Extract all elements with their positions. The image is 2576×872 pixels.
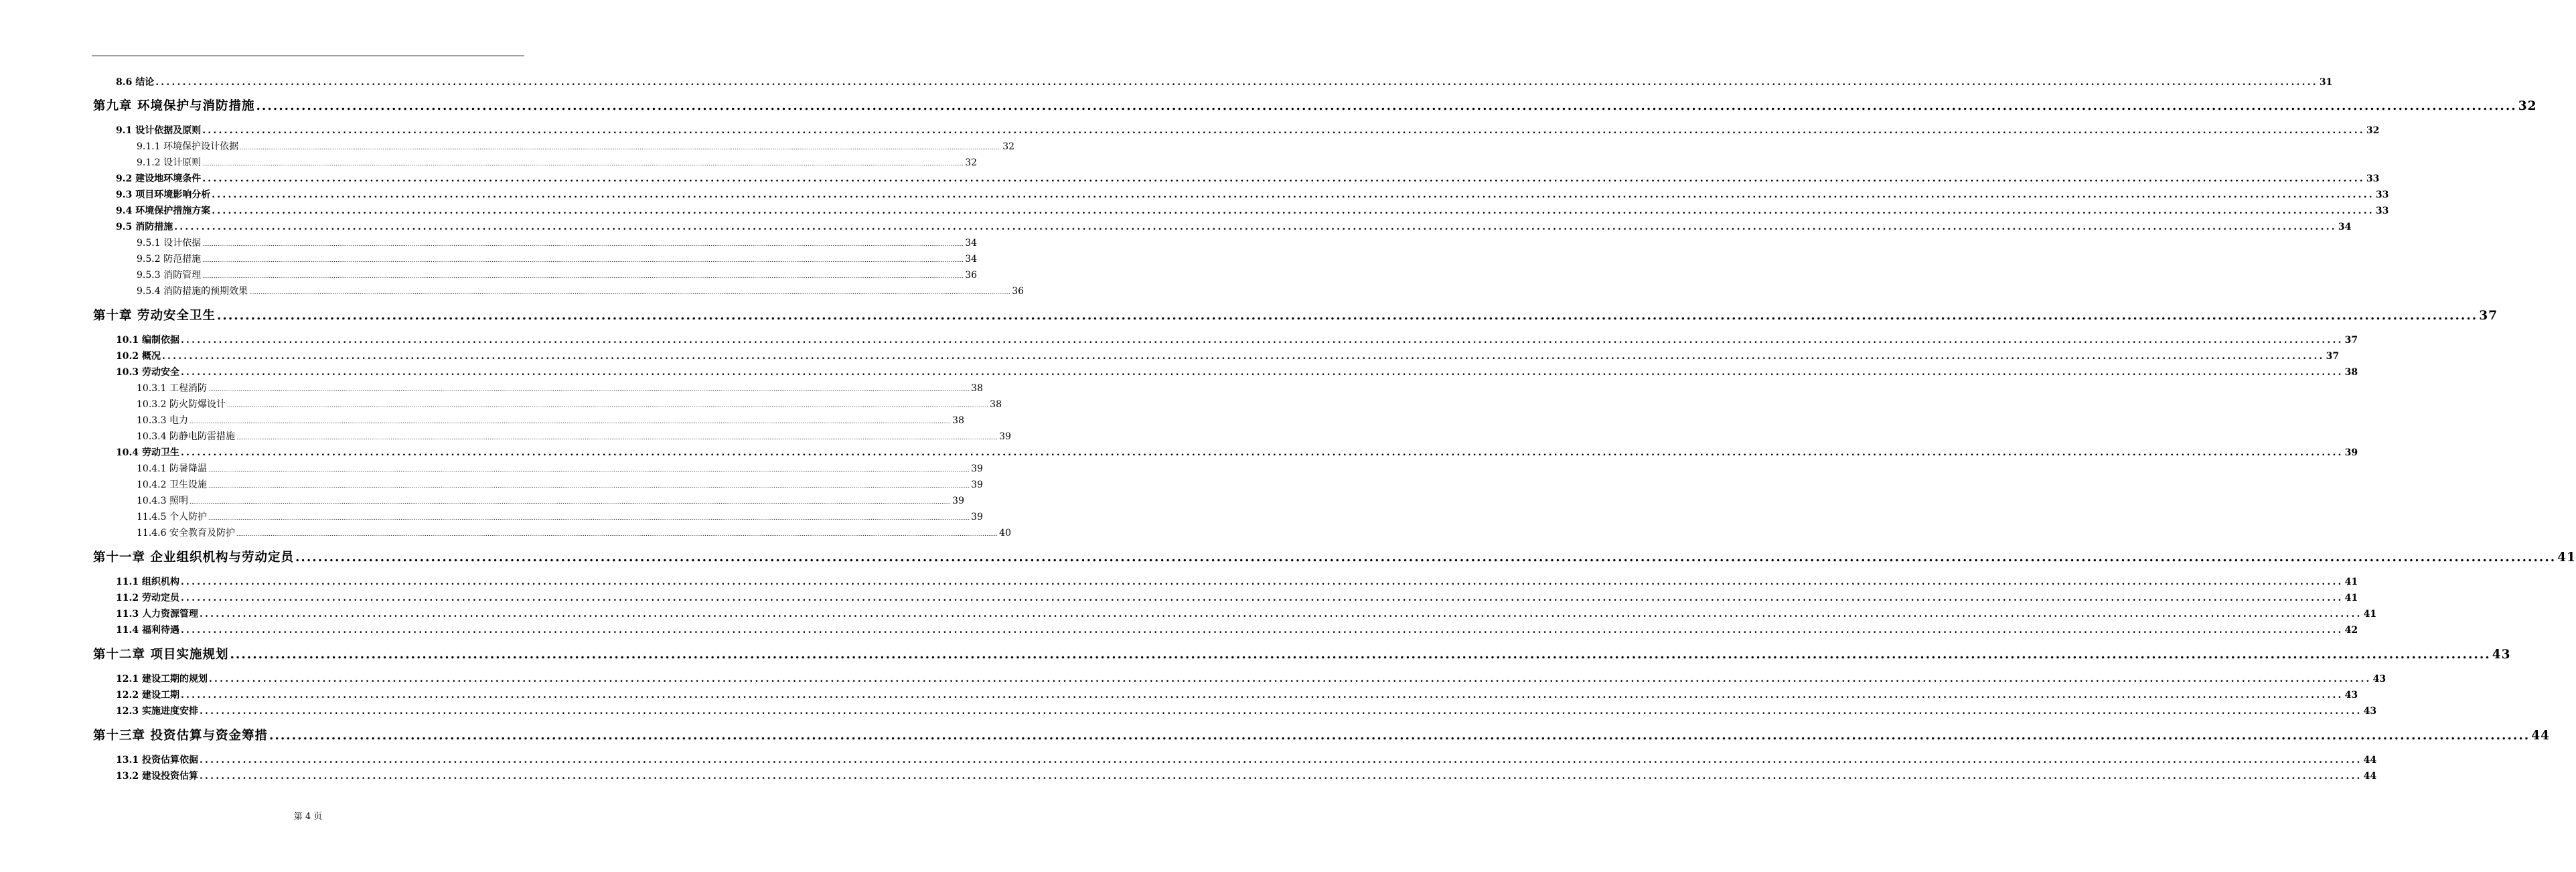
toc-leader-dots: ................................................................................................................................................................................................................................................................................................................................................................................................................ bbox=[226, 403, 989, 409]
toc-entry-page: 33 bbox=[2366, 173, 2380, 185]
toc-section-entry[interactable] bbox=[116, 220, 2352, 233]
toc-entry-page: 34 bbox=[965, 238, 978, 249]
toc-entry-title: 13.1 投资估算依据 bbox=[116, 755, 198, 766]
toc-entry-title: 12.3 实施进度安排 bbox=[116, 706, 198, 717]
toc-entry-page: 34 bbox=[965, 254, 978, 265]
toc-entry-page: 44 bbox=[2363, 755, 2377, 766]
toc-entry-title: 9.4 环境保护措施方案 bbox=[116, 206, 211, 217]
toc-chapter-entry[interactable] bbox=[93, 645, 2511, 662]
toc-entry-title: 第十三章 投资估算与资金筹措 bbox=[93, 729, 268, 743]
toc-leader-dots: ................................................................................................................................................................................................................................................................................................................................................................................................................ bbox=[199, 609, 2362, 620]
toc-entry-title: 9.5.4 消防措施的预期效果 bbox=[137, 286, 248, 297]
toc-leader-dots: ................................................................................................................................................................................................................................................................................................................................................................................................................ bbox=[256, 99, 2517, 114]
toc-entry-title: 9.1.2 设计原则 bbox=[137, 157, 202, 169]
toc-entry-title: 11.3 人力资源管理 bbox=[116, 609, 198, 620]
toc-entry-page: 36 bbox=[1012, 286, 1025, 297]
toc-leader-dots: ................................................................................................................................................................................................................................................................................................................................................................................................................ bbox=[199, 706, 2362, 717]
toc-leader-dots: ................................................................................................................................................................................................................................................................................................................................................................................................................ bbox=[174, 222, 2337, 233]
toc-entry-page: 39 bbox=[971, 480, 983, 491]
toc-leader-dots: ................................................................................................................................................................................................................................................................................................................................................................................................................ bbox=[249, 289, 1011, 296]
toc-entry-title: 10.3.4 防静电防雷措施 bbox=[137, 431, 235, 443]
toc-entry-title: 11.2 劳动定员 bbox=[116, 593, 179, 604]
toc-section-entry[interactable] bbox=[116, 575, 2358, 588]
toc-subsection-entry[interactable] bbox=[137, 413, 964, 427]
toc-subsection-entry[interactable] bbox=[137, 494, 964, 507]
toc-entry-title: 10.4.3 照明 bbox=[137, 496, 188, 507]
toc-leader-dots: ................................................................................................................................................................................................................................................................................................................................................................................................................ bbox=[155, 77, 2318, 88]
toc-entry-page: 32 bbox=[1002, 141, 1015, 153]
toc-entry-title: 8.6 结论 bbox=[116, 77, 155, 88]
toc-entry-page: 37 bbox=[2326, 351, 2340, 362]
toc-entry-title: 10.3.1 工程消防 bbox=[137, 383, 207, 394]
toc-section-entry[interactable] bbox=[116, 445, 2358, 459]
toc-entry-page: 41 bbox=[2344, 593, 2358, 604]
toc-entry-page: 37 bbox=[2479, 309, 2498, 323]
toc-entry-page: 33 bbox=[2375, 206, 2389, 217]
toc-entry-title: 11.4.5 个人防护 bbox=[137, 512, 207, 523]
toc-leader-dots: ................................................................................................................................................................................................................................................................................................................................................................................................................ bbox=[202, 241, 964, 248]
toc-section-entry[interactable] bbox=[116, 753, 2377, 766]
toc-entry-title: 9.3 项目环境影响分析 bbox=[116, 190, 211, 201]
toc-section-entry[interactable] bbox=[116, 704, 2377, 717]
toc-entry-title: 9.1 设计依据及原则 bbox=[116, 125, 202, 137]
toc-entry-title: 10.3.2 防火防爆设计 bbox=[137, 399, 226, 411]
toc-section-entry[interactable] bbox=[116, 688, 2358, 701]
toc-entry-title: 11.4.6 安全教育及防护 bbox=[137, 528, 235, 539]
toc-entry-page: 41 bbox=[2344, 577, 2358, 588]
toc-section-entry[interactable] bbox=[116, 607, 2377, 620]
toc-leader-dots: ................................................................................................................................................................................................................................................................................................................................................................................................................ bbox=[180, 367, 2344, 378]
toc-subsection-entry[interactable] bbox=[137, 510, 983, 523]
toc-entry-title: 第十二章 项目实施规划 bbox=[93, 648, 229, 662]
toc-leader-dots: ................................................................................................................................................................................................................................................................................................................................................................................................................ bbox=[208, 467, 970, 474]
toc-section-entry[interactable] bbox=[116, 623, 2358, 636]
toc-leader-dots: ................................................................................................................................................................................................................................................................................................................................................................................................................ bbox=[236, 531, 998, 538]
toc-section-entry[interactable] bbox=[116, 333, 2358, 346]
toc-entry-title: 11.1 组织机构 bbox=[116, 577, 179, 588]
toc-entry-title: 12.1 建设工期的规划 bbox=[116, 674, 208, 685]
toc-entry-page: 39 bbox=[971, 463, 983, 475]
toc-leader-dots: ................................................................................................................................................................................................................................................................................................................................................................................................................ bbox=[180, 577, 2344, 588]
toc-subsection-entry[interactable] bbox=[137, 139, 1015, 153]
toc-entry-title: 13.2 建设投资估算 bbox=[116, 771, 198, 782]
toc-entry-title: 10.4.2 卫生设施 bbox=[137, 480, 207, 491]
toc-entry-title: 10.4.1 防暑降温 bbox=[137, 463, 207, 475]
toc-entry-title: 9.5.2 防范措施 bbox=[137, 254, 202, 265]
toc-entry-title: 9.5.3 消防管理 bbox=[137, 270, 202, 281]
toc-leader-dots: ................................................................................................................................................................................................................................................................................................................................................................................................................ bbox=[199, 771, 2362, 782]
toc-leader-dots: ................................................................................................................................................................................................................................................................................................................................................................................................................ bbox=[199, 755, 2362, 766]
toc-section-entry[interactable] bbox=[116, 769, 2377, 782]
toc-subsection-entry[interactable] bbox=[137, 236, 978, 249]
toc-leader-dots: ................................................................................................................................................................................................................................................................................................................................................................................................................ bbox=[208, 515, 970, 522]
toc-entry-page: 38 bbox=[990, 399, 1002, 411]
toc-entry-page: 41 bbox=[2363, 609, 2377, 620]
toc-entry-title: 9.5.1 设计依据 bbox=[137, 238, 202, 249]
toc-leader-dots: ................................................................................................................................................................................................................................................................................................................................................................................................................ bbox=[236, 435, 998, 441]
toc-entry-page: 38 bbox=[971, 383, 983, 394]
toc-entry-title: 10.3 劳动安全 bbox=[116, 367, 179, 378]
toc-leader-dots: ................................................................................................................................................................................................................................................................................................................................................................................................................ bbox=[180, 335, 2344, 346]
toc-section-entry[interactable] bbox=[116, 204, 2389, 217]
toc-leader-dots: ................................................................................................................................................................................................................................................................................................................................................................................................................ bbox=[180, 625, 2344, 636]
toc-entry-page: 40 bbox=[999, 528, 1011, 539]
toc-leader-dots: ................................................................................................................................................................................................................................................................................................................................................................................................................ bbox=[269, 729, 2530, 743]
toc-leader-dots: ................................................................................................................................................................................................................................................................................................................................................................................................................ bbox=[180, 690, 2344, 701]
toc-leader-dots: ................................................................................................................................................................................................................................................................................................................................................................................................................ bbox=[202, 257, 964, 264]
toc-leader-dots: ................................................................................................................................................................................................................................................................................................................................................................................................................ bbox=[202, 161, 964, 167]
toc-subsection-entry[interactable] bbox=[137, 429, 1011, 443]
toc-entry-title: 10.4 劳动卫生 bbox=[116, 447, 179, 459]
toc-leader-dots: ................................................................................................................................................................................................................................................................................................................................................................................................................ bbox=[180, 593, 2344, 604]
toc-leader-dots: ................................................................................................................................................................................................................................................................................................................................................................................................................ bbox=[189, 499, 952, 506]
toc-entry-title: 12.2 建设工期 bbox=[116, 690, 179, 701]
toc-leader-dots: ................................................................................................................................................................................................................................................................................................................................................................................................................ bbox=[208, 386, 970, 393]
toc-subsection-entry[interactable] bbox=[137, 284, 1025, 297]
toc-entry-page: 41 bbox=[2557, 551, 2576, 565]
toc-entry-title: 第九章 环境保护与消防措施 bbox=[93, 99, 255, 114]
toc-entry-title: 第十一章 企业组织机构与劳动定员 bbox=[93, 551, 294, 565]
toc-leader-dots: ................................................................................................................................................................................................................................................................................................................................................................................................................ bbox=[216, 309, 2478, 323]
toc-entry-page: 43 bbox=[2363, 706, 2377, 717]
toc-entry-title: 9.5 消防措施 bbox=[116, 222, 173, 233]
toc-subsection-entry[interactable] bbox=[137, 526, 1011, 539]
toc-section-entry[interactable] bbox=[116, 123, 2380, 137]
toc-leader-dots: ................................................................................................................................................................................................................................................................................................................................................................................................................ bbox=[180, 447, 2344, 459]
toc-section-entry[interactable] bbox=[116, 171, 2380, 185]
toc-leader-dots: ................................................................................................................................................................................................................................................................................................................................................................................................................ bbox=[230, 648, 2491, 662]
toc-entry-page: 39 bbox=[952, 496, 964, 507]
toc-chapter-entry[interactable] bbox=[93, 306, 2498, 323]
toc-leader-dots: ................................................................................................................................................................................................................................................................................................................................................................................................................ bbox=[189, 419, 952, 425]
toc-entry-page: 31 bbox=[2319, 77, 2333, 88]
toc-leader-dots: ................................................................................................................................................................................................................................................................................................................................................................................................................ bbox=[202, 273, 964, 280]
toc-section-entry[interactable] bbox=[116, 188, 2389, 201]
toc-entry-title: 9.2 建设地环境条件 bbox=[116, 173, 202, 185]
toc-section-entry[interactable] bbox=[116, 672, 2386, 685]
toc-leader-dots: ................................................................................................................................................................................................................................................................................................................................................................................................................ bbox=[212, 206, 2374, 217]
toc-entry-page: 42 bbox=[2344, 625, 2358, 636]
toc-chapter-entry[interactable] bbox=[93, 96, 2537, 114]
toc-section-entry[interactable] bbox=[116, 591, 2358, 604]
toc-entry-page: 43 bbox=[2344, 690, 2358, 701]
toc-leader-dots: ................................................................................................................................................................................................................................................................................................................................................................................................................ bbox=[240, 145, 1002, 151]
toc-chapter-entry[interactable] bbox=[93, 548, 2576, 565]
toc-entry-page: 43 bbox=[2372, 674, 2386, 685]
toc-entry-page: 39 bbox=[999, 431, 1011, 443]
toc-subsection-entry[interactable] bbox=[137, 397, 1002, 411]
toc-leader-dots: ................................................................................................................................................................................................................................................................................................................................................................................................................ bbox=[295, 551, 2557, 565]
toc-entry-page: 32 bbox=[2366, 125, 2380, 137]
toc-section-entry[interactable] bbox=[116, 349, 2340, 362]
toc-section-entry[interactable] bbox=[116, 365, 2358, 378]
toc-entry-title: 10.3.3 电力 bbox=[137, 415, 188, 427]
toc-section-entry[interactable] bbox=[116, 75, 2333, 88]
toc-entry-page: 43 bbox=[2492, 648, 2511, 662]
toc-entry-title: 第十章 劳动安全卫生 bbox=[93, 309, 216, 323]
toc-entry-page: 33 bbox=[2375, 190, 2389, 201]
toc-leader-dots: ................................................................................................................................................................................................................................................................................................................................................................................................................ bbox=[202, 173, 2365, 185]
toc-subsection-entry[interactable] bbox=[137, 381, 983, 394]
toc-entry-page: 38 bbox=[2344, 367, 2358, 378]
toc-subsection-entry[interactable] bbox=[137, 478, 983, 491]
toc-entry-page: 44 bbox=[2531, 729, 2550, 743]
toc-leader-dots: ................................................................................................................................................................................................................................................................................................................................................................................................................ bbox=[212, 190, 2374, 201]
toc-entry-page: 34 bbox=[2338, 222, 2352, 233]
toc-entry-title: 10.2 概况 bbox=[116, 351, 161, 362]
toc-entry-title: 11.4 福利待遇 bbox=[116, 625, 179, 636]
toc-entry-page: 38 bbox=[952, 415, 964, 427]
toc-leader-dots: ................................................................................................................................................................................................................................................................................................................................................................................................................ bbox=[208, 483, 970, 490]
toc-entry-title: 9.1.1 环境保护设计依据 bbox=[137, 141, 239, 153]
toc-leader-dots: ................................................................................................................................................................................................................................................................................................................................................................................................................ bbox=[208, 674, 2372, 685]
toc-subsection-entry[interactable] bbox=[137, 155, 978, 169]
toc-entry-page: 36 bbox=[965, 270, 978, 281]
toc-chapter-entry[interactable] bbox=[93, 726, 2550, 743]
toc-entry-page: 37 bbox=[2344, 335, 2358, 346]
toc-leader-dots: ................................................................................................................................................................................................................................................................................................................................................................................................................ bbox=[161, 351, 2325, 362]
toc-subsection-entry[interactable] bbox=[137, 268, 978, 281]
toc-subsection-entry[interactable] bbox=[137, 252, 978, 265]
toc-entry-page: 32 bbox=[965, 157, 978, 169]
toc-subsection-entry[interactable] bbox=[137, 461, 983, 475]
page-number-footer: 第 4 页 bbox=[293, 812, 323, 822]
toc-leader-dots: ................................................................................................................................................................................................................................................................................................................................................................................................................ bbox=[202, 125, 2365, 137]
toc-entry-title: 10.1 编制依据 bbox=[116, 335, 179, 346]
toc-entry-page: 44 bbox=[2363, 771, 2377, 782]
toc-entry-page: 39 bbox=[2344, 447, 2358, 459]
toc-entry-page: 32 bbox=[2518, 99, 2537, 114]
toc-entry-page: 39 bbox=[971, 512, 983, 523]
